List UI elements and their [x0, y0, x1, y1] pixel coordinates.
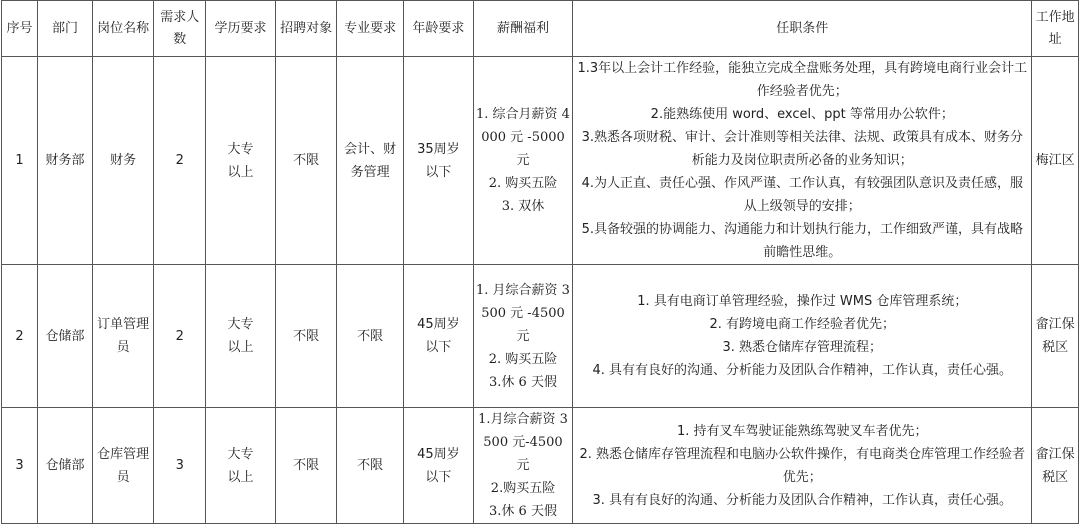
cell-edu — [206, 57, 276, 265]
cell-edu — [206, 408, 276, 524]
benefit-line: 1.月综合薪资 3500 元-4500 元 — [478, 412, 568, 473]
cell-age — [403, 57, 473, 265]
age-text: 35周岁以下 — [417, 141, 460, 180]
benefit-line: 2. 购买五险 — [488, 351, 558, 367]
benefit-line: 3.休 6 天假 — [489, 504, 557, 519]
header-edu: 学历要求 — [206, 1, 276, 57]
requirement-line: 3. 具有有良好的沟通、分析能力及团队合作精神，工作认真，责任心强。 — [592, 492, 1013, 508]
cell-dept: 财务部 — [37, 57, 92, 265]
cell-target: 不限 — [275, 408, 336, 524]
cell-dept: 仓储部 — [37, 265, 92, 408]
header-location: 工作地址 — [1032, 1, 1079, 57]
header-dept: 部门 — [37, 1, 92, 57]
header-requirements: 任职条件 — [573, 1, 1032, 57]
requirement-line: 2.能熟练使用 word、excel、ppt 等常用办公软件； — [650, 107, 954, 122]
cell-location: 畲江保税区 — [1032, 265, 1079, 408]
cell-target: 不限 — [275, 57, 336, 265]
requirement-line: 5.具备较强的协调能力、沟通能力和计划执行能力，工作细致严谨，具有战略前瞻性思维。 — [581, 222, 1023, 260]
cell-major: 不限 — [337, 265, 404, 408]
header-major: 专业要求 — [337, 1, 404, 57]
requirement-line: 3. 熟悉仓储库存管理流程； — [722, 340, 883, 355]
header-seq: 序号 — [2, 1, 38, 57]
cell-dept: 仓储部 — [37, 408, 92, 524]
header-benefit: 薪酬福利 — [473, 1, 572, 57]
header-age: 年龄要求 — [403, 1, 473, 57]
requirement-line: 2. 有跨境电商工作经验者优先； — [709, 317, 896, 332]
age-text: 45周岁以下 — [417, 446, 460, 485]
cell-location: 梅江区 — [1032, 57, 1079, 265]
cell-seq: 3 — [2, 408, 38, 524]
benefit-line: 2.购买五险 — [490, 481, 556, 496]
table-row — [2, 408, 1079, 524]
requirement-line: 4.为人正直、责任心强、作风严谨、工作认真，有较强团队意识及责任感，服从上级领导的安排； — [581, 176, 1023, 214]
benefit-line: 2. 购买五险 — [488, 176, 558, 191]
requirement-line: 1.3年以上会计工作经验，能独立完成全盘账务处理，具有跨境电商行业会计工作经验者优先； — [577, 61, 1028, 99]
cell-edu — [206, 265, 276, 408]
cell-age — [403, 408, 473, 524]
recruitment-table — [1, 0, 1079, 524]
cell-target: 不限 — [275, 265, 336, 408]
edu-text: 大专以上 — [227, 141, 254, 180]
cell-seq: 2 — [2, 265, 38, 408]
benefit-line: 1. 综合月薪资 4000 元 -5000 元 — [476, 107, 570, 168]
cell-requirements — [573, 57, 1032, 265]
header-count: 需求人数 — [154, 1, 206, 57]
age-text: 45周岁以下 — [417, 317, 460, 355]
major-text: 会计、财务管理 — [344, 141, 397, 180]
requirement-line: 1. 具有电商订单管理经验，操作过 WMS 仓库管理系统； — [637, 294, 968, 309]
cell-location: 畲江保税区 — [1032, 408, 1079, 524]
cell-seq: 1 — [2, 57, 38, 265]
requirement-line: 4. 具有有良好的沟通、分析能力及团队合作精神，工作认真，责任心强。 — [592, 363, 1013, 378]
cell-position: 仓库管理员 — [92, 408, 153, 524]
cell-major: 不限 — [337, 408, 404, 524]
cell-requirements — [573, 408, 1032, 524]
cell-position: 订单管理员 — [92, 265, 153, 408]
edu-text: 大专以上 — [227, 446, 254, 485]
header-row — [2, 1, 1079, 57]
table-row — [2, 265, 1079, 408]
cell-count: 2 — [154, 57, 206, 265]
cell-benefit — [473, 408, 572, 524]
benefit-line: 3. 双休 — [501, 199, 545, 214]
cell-benefit — [473, 57, 572, 265]
table-row — [2, 57, 1079, 265]
cell-major — [337, 57, 404, 265]
cell-requirements — [573, 265, 1032, 408]
cell-age — [403, 265, 473, 408]
requirement-line: 1. 持有叉车驾驶证能熟练驾驶叉车者优先； — [677, 423, 928, 439]
requirement-line: 2. 熟悉仓储库存管理流程和电脑办公软件操作，有电商类仓库管理工作经验者优先； — [579, 446, 1026, 485]
benefit-line: 3.休 6 天假 — [489, 374, 557, 390]
edu-text: 大专以上 — [227, 317, 254, 355]
cell-position: 财务 — [92, 57, 153, 265]
header-position: 岗位名称 — [92, 1, 153, 57]
cell-count: 3 — [154, 408, 206, 524]
requirement-line: 3.熟悉各项财税、审计、会计准则等相关法律、法规、政策具有成本、财务分析能力及岗位职责所必备的业务知识； — [581, 130, 1023, 168]
benefit-line: 1. 月综合薪资 3500 元 -4500 元 — [476, 282, 570, 344]
cell-benefit — [473, 265, 572, 408]
header-target: 招聘对象 — [275, 1, 336, 57]
cell-count: 2 — [154, 265, 206, 408]
